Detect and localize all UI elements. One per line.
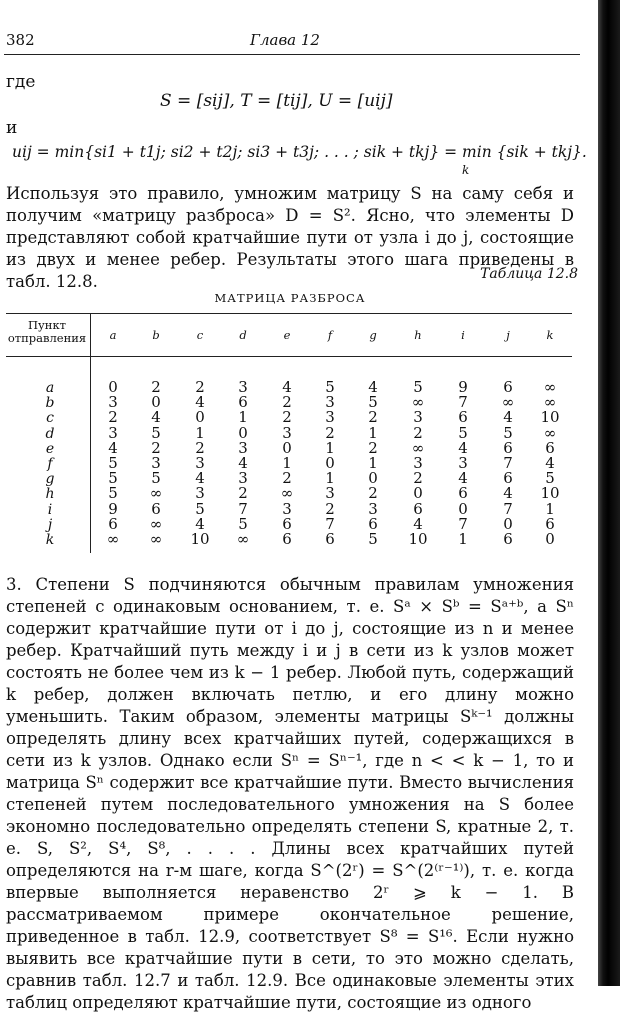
table-cell: 0 — [325, 454, 335, 472]
table-cell: 1 — [325, 469, 335, 488]
table-cell: 10 — [190, 530, 210, 548]
table-cell: 3 — [458, 454, 468, 472]
table-cell: 6 — [368, 514, 378, 533]
table-cell: 6 — [503, 438, 513, 457]
table-cell: 4 — [545, 454, 555, 472]
row-label-g: g — [45, 471, 55, 488]
row-label-e: e — [45, 440, 55, 457]
table-cell: 1 — [325, 438, 335, 457]
column-header-e: e — [283, 328, 291, 342]
table-cell: 6 — [503, 469, 513, 488]
table-cell: 2 — [282, 469, 292, 488]
table-cell: 0 — [151, 393, 161, 412]
table-cell: 0 — [238, 423, 248, 442]
table-cell: 5 — [368, 530, 378, 548]
table-cell: 6 — [545, 514, 555, 533]
table-cell: 10 — [540, 484, 560, 503]
table-cell: 4 — [458, 469, 468, 488]
table-cell: 0 — [108, 378, 118, 396]
table-cell: 4 — [503, 484, 513, 503]
where-word: где — [6, 72, 36, 92]
table-cell: ∞ — [106, 530, 120, 548]
table-cell: 4 — [282, 378, 292, 396]
table-cell: 5 — [458, 423, 468, 442]
table-cell: 5 — [238, 514, 248, 533]
table-cell: 2 — [282, 408, 292, 427]
column-header-c: c — [196, 328, 204, 342]
table-cell: 2 — [325, 423, 335, 442]
table-cell: 7 — [458, 393, 468, 412]
column-header-g: g — [369, 328, 377, 342]
table-cell: 7 — [503, 499, 513, 518]
definition-formula: S = [sij], T = [tij], U = [uij] — [160, 91, 393, 111]
row-label-b: b — [45, 395, 55, 412]
table-cell: 0 — [413, 484, 423, 503]
table-cell: 3 — [108, 393, 118, 412]
column-header-h: h — [414, 328, 422, 342]
table-cell: 2 — [151, 378, 161, 396]
table-cell: 6 — [325, 530, 335, 548]
table-cell: 1 — [545, 499, 555, 518]
row-label-a: a — [45, 380, 55, 396]
table-cell: 4 — [368, 378, 378, 396]
table-cell: 2 — [325, 499, 335, 518]
table-cell: 2 — [413, 423, 423, 442]
table-cell: 2 — [368, 408, 378, 427]
table-cell: 6 — [282, 514, 292, 533]
table-cell: 9 — [108, 499, 118, 518]
table-cell: 0 — [545, 530, 555, 548]
table-cell: 4 — [195, 514, 205, 533]
table-cell: 0 — [282, 438, 292, 457]
table-cell: 5 — [545, 469, 555, 488]
column-header-a: a — [109, 328, 117, 342]
table-cell: 3 — [413, 454, 423, 472]
table-cell: 1 — [238, 408, 248, 427]
column-header-d: d — [239, 328, 247, 342]
row-label-f: f — [47, 456, 53, 472]
table-cell: 3 — [282, 499, 292, 518]
book-spine-shadow — [598, 0, 620, 986]
table-cell: ∞ — [543, 393, 557, 412]
column-header-k: k — [546, 328, 554, 342]
page-number: 382 — [6, 31, 35, 49]
table-cell: 4 — [195, 393, 205, 412]
table-cell: ∞ — [543, 378, 557, 396]
table-cell: 3 — [238, 438, 248, 457]
table-vertical-rule — [90, 313, 91, 553]
table-cell: 4 — [151, 408, 161, 427]
header-rule — [4, 54, 580, 55]
table-cell: 1 — [368, 454, 378, 472]
table-cell: ∞ — [411, 438, 425, 457]
table-cell: 3 — [413, 408, 423, 427]
table-cell: 3 — [108, 423, 118, 442]
table-cell: 3 — [368, 499, 378, 518]
table-cell: 4 — [195, 469, 205, 488]
table-cell: 1 — [195, 423, 205, 442]
table-title: МАТРИЦА РАЗБРОСА — [214, 291, 366, 305]
table-cell: 7 — [503, 454, 513, 472]
row-label-i: i — [47, 501, 53, 518]
table-cell: 0 — [368, 469, 378, 488]
table-cell: 5 — [503, 423, 513, 442]
table-cell: 3 — [151, 454, 161, 472]
table-cell: 0 — [195, 408, 205, 427]
table-cell: 5 — [151, 469, 161, 488]
table-cell: 5 — [195, 499, 205, 518]
table-caption: Таблица 12.8 — [480, 266, 578, 282]
table-cell: 5 — [325, 378, 335, 396]
table-cell: 4 — [108, 438, 118, 457]
table-cell: ∞ — [501, 393, 515, 412]
table-cell: 2 — [368, 438, 378, 457]
table-cell: ∞ — [280, 484, 294, 503]
table-cell: 2 — [195, 378, 205, 396]
table-cell: ∞ — [411, 393, 425, 412]
min-formula: uij = min{si1 + t1j; si2 + t2j; si3 + t3j; . . . ; sik + tkj} = min {sik + tkj}. — [12, 143, 587, 161]
row-label-d: d — [45, 425, 55, 442]
chapter-title: Глава 12 — [250, 31, 320, 49]
table-cell: 3 — [325, 484, 335, 503]
table-cell: 6 — [458, 408, 468, 427]
paragraph-1-text: Используя это правило, умножим матрицу S на саму себя и получим «матрицу разброса» D = S². Ясно, что элементы D представляют собой кратчайшие пути от узла i до j, состоящие из двух и менее ребер. Результаты этого шага приведены в табл. 12.8. — [6, 184, 574, 291]
corner-header-line1: Пункт — [27, 318, 66, 332]
table-cell: 7 — [458, 514, 468, 533]
column-header-j: j — [506, 328, 510, 342]
table-cell: 4 — [503, 408, 513, 427]
table-cell: 2 — [108, 408, 118, 427]
table-cell: 3 — [325, 393, 335, 412]
table-cell: ∞ — [543, 423, 557, 442]
table-cell: 6 — [413, 499, 423, 518]
table-cell: 6 — [458, 484, 468, 503]
column-header-b: b — [152, 328, 160, 342]
and-word: и — [6, 118, 18, 138]
table-cell: 0 — [503, 514, 513, 533]
table-cell: 3 — [238, 469, 248, 488]
table-cell: 6 — [503, 530, 513, 548]
row-label-h: h — [45, 486, 55, 503]
table-cell: 5 — [108, 469, 118, 488]
table-cell: 9 — [458, 378, 468, 396]
column-header-f: f — [327, 328, 333, 342]
table-cell: 2 — [368, 484, 378, 503]
corner-header-line2: отправления — [7, 331, 87, 345]
table-cell: 4 — [238, 454, 248, 472]
table-cell: ∞ — [236, 530, 250, 548]
table-cell: 4 — [458, 438, 468, 457]
row-label-c: c — [46, 410, 54, 427]
table-cell: 1 — [368, 423, 378, 442]
table-cell: 6 — [545, 438, 555, 457]
table-cell: 6 — [151, 499, 161, 518]
table-cell: 1 — [282, 454, 292, 472]
table-cell: ∞ — [149, 514, 163, 533]
table-cell: 3 — [195, 454, 205, 472]
table-cell: 2 — [195, 438, 205, 457]
table-cell: 0 — [458, 499, 468, 518]
table-cell: 6 — [238, 393, 248, 412]
table-cell: 7 — [325, 514, 335, 533]
table-cell: ∞ — [149, 484, 163, 503]
table-cell: 2 — [282, 393, 292, 412]
table-cell: 2 — [413, 469, 423, 488]
column-header-i: i — [461, 328, 465, 342]
table-cell: 3 — [282, 423, 292, 442]
table-cell: 10 — [408, 530, 428, 548]
table-cell: 3 — [195, 484, 205, 503]
table-cell: 5 — [413, 378, 423, 396]
table-cell: 5 — [151, 423, 161, 442]
table-cell: 7 — [238, 499, 248, 518]
table-cell: 5 — [368, 393, 378, 412]
table-cell: 6 — [503, 378, 513, 396]
table-cell: 3 — [325, 408, 335, 427]
table-cell: 3 — [238, 378, 248, 396]
corner-header — [6, 319, 88, 345]
table-cell: 4 — [413, 514, 423, 533]
table-cell: 10 — [540, 408, 560, 427]
table-cell: 2 — [151, 438, 161, 457]
table-cell: 2 — [238, 484, 248, 503]
table-cell: 5 — [108, 454, 118, 472]
row-label-j: j — [47, 516, 53, 533]
table-cell: ∞ — [149, 530, 163, 548]
table-cell: 1 — [458, 530, 468, 548]
table-cell: 6 — [282, 530, 292, 548]
row-label-k: k — [45, 532, 55, 548]
min-subscript: k — [462, 163, 470, 177]
table-cell: 6 — [108, 514, 118, 533]
table-cell: 5 — [108, 484, 118, 503]
paragraph-2 — [6, 574, 574, 1014]
paragraph-2-text: 3. Степени S подчиняются обычным правилам умножения степеней с одинаковым основанием, т. е. Sᵃ × Sᵇ = Sᵃ⁺ᵇ, а Sⁿ содержит кратчайшие пути от i до j, состоящие из n и менее ребер. Кратчайший путь между i и j в сети из k узлов может состоять не более чем из k − 1 ребер. Любой путь, содержащий k ребер, должен включать петлю, и его длину можно уменьшить. Таким образом, элементы матрицы Sᵏ⁻¹ должны определять длину всех кратчайших путей, содержащихся в сети из k узлов. Однако если Sⁿ = Sⁿ⁻¹, где n < < k − 1, то и матрица Sⁿ содержит все кратчайшие пути. Вместо вычисления степеней путем последовательного умножения на S более экономно последовательно определять степени S, кратные 2, т. е. S, S², S⁴, S⁸, . . . . Длины всех кратчайших путей определяются на r-м шаге, когда S^(2ʳ) = S^(2⁽ʳ⁻¹⁾), т. е. когда впервые выполняется неравенство 2ʳ ⩾ k − 1. В рассматриваемом примере окончательное решение, приведенное в табл. 12.9, соответствует S⁸ = S¹⁶. Если нужно выявить все кратчайшие пути в сети, то это можно сделать, сравнив табл. 12.7 и табл. 12.9. Все одинаковые элементы этих таблиц определяют кратчайшие пути, состоящие из одного — [6, 575, 574, 1012]
